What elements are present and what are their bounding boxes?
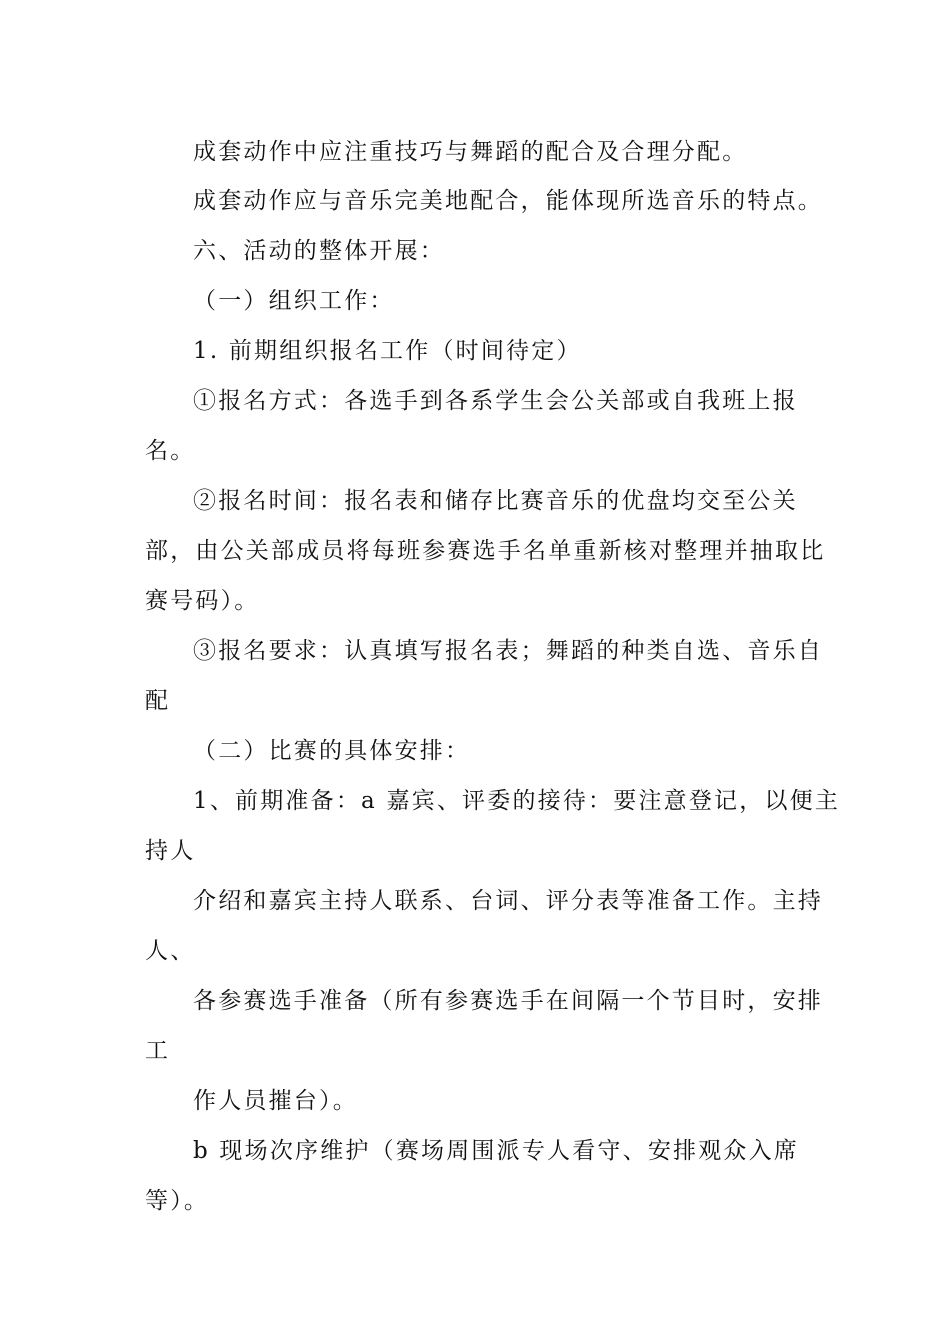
paragraph-line-11: ③报名要求：认真填写报名表；舞蹈的种类自选、音乐自 [193, 638, 823, 664]
paragraph-line-1: 成套动作中应注重技巧与舞蹈的配合及合理分配。 [193, 139, 748, 165]
paragraph-line-20: 作人员摧台）。 [193, 1088, 358, 1114]
paragraph-line-6: ①报名方式：各选手到各系学生会公关部或自我班上报 [193, 388, 798, 414]
paragraph-line-19: 工 [145, 1038, 171, 1064]
subsection-heading-arrangement: （二）比赛的具体安排： [193, 738, 471, 764]
paragraph-line-14: 1、前期准备：a 嘉宾、评委的接待：要注意登记，以便主 [193, 788, 841, 814]
list-item-registration: 1. 前期组织报名工作（时间待定） [193, 338, 582, 364]
paragraph-line-21: b 现场次序维护（赛场周围派专人看守、安排观众入席 [193, 1138, 800, 1164]
paragraph-line-22: 等）。 [145, 1188, 210, 1214]
subsection-heading-organization: （一）组织工作： [193, 288, 395, 314]
paragraph-line-2: 成套动作应与音乐完美地配合，能体现所选音乐的特点。 [193, 188, 823, 214]
paragraph-line-18: 各参赛选手准备（所有参赛选手在间隔一个节目时，安排 [193, 988, 823, 1014]
paragraph-line-16: 介绍和嘉宾主持人联系、台词、评分表等准备工作。主持 [193, 888, 823, 914]
paragraph-line-9: 部，由公关部成员将每班参赛选手名单重新核对整理并抽取比 [145, 538, 826, 564]
paragraph-line-10: 赛号码）。 [145, 588, 260, 614]
section-heading-activity: 六、活动的整体开展： [193, 238, 445, 264]
paragraph-line-15: 持人 [145, 838, 196, 864]
paragraph-line-12: 配 [145, 688, 171, 714]
paragraph-line-17: 人、 [145, 938, 196, 964]
paragraph-line-7: 名。 [145, 438, 196, 464]
paragraph-line-8: ②报名时间：报名表和储存比赛音乐的优盘均交至公关 [193, 488, 798, 514]
